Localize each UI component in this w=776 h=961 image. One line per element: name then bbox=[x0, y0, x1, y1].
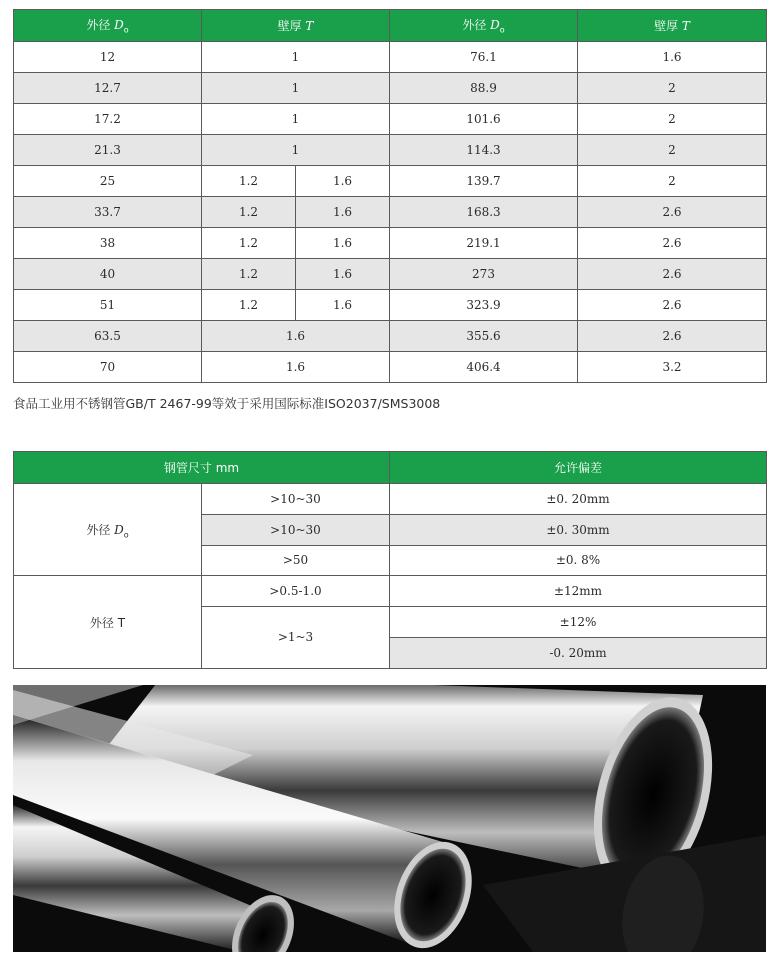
cell: >0.5-1.0 bbox=[202, 576, 390, 607]
table-row bbox=[14, 484, 767, 515]
table-row bbox=[14, 104, 767, 135]
cell: 12.7 bbox=[14, 73, 202, 104]
table-row bbox=[14, 42, 767, 73]
header-wall-thickness: 壁厚 T bbox=[578, 10, 767, 42]
cell: 1.6 bbox=[296, 259, 390, 290]
cell: 2 bbox=[578, 104, 767, 135]
cell: 1 bbox=[202, 135, 390, 166]
cell: 12 bbox=[14, 42, 202, 73]
header-outer-diameter: 外径 $D_o$ bbox=[390, 10, 578, 42]
cell: 355.6 bbox=[390, 321, 578, 352]
cell: -0. 20mm bbox=[390, 637, 767, 668]
table-header-row bbox=[14, 452, 767, 484]
header-outer-diameter: 外径 $D_o$ bbox=[14, 10, 202, 42]
cell: >10~30 bbox=[202, 484, 390, 515]
pipes-illustration bbox=[13, 685, 766, 952]
cell: ±12mm bbox=[390, 576, 767, 607]
cell: 139.7 bbox=[390, 166, 578, 197]
group-label-thickness: 外径 T bbox=[14, 576, 202, 668]
cell: 63.5 bbox=[14, 321, 202, 352]
header-pipe-size-label: 钢管尺寸 mm bbox=[163, 461, 240, 475]
cell: 1 bbox=[202, 73, 390, 104]
cell: 1.6 bbox=[296, 290, 390, 321]
header-pipe-size bbox=[14, 452, 390, 484]
cell: 273 bbox=[390, 259, 578, 290]
table-row bbox=[14, 73, 767, 104]
cell: 114.3 bbox=[390, 135, 578, 166]
cell: ±0. 20mm bbox=[390, 484, 767, 515]
cell: 1.6 bbox=[578, 42, 767, 73]
cell: 76.1 bbox=[390, 42, 578, 73]
cell: 1 bbox=[202, 104, 390, 135]
cell: 2.6 bbox=[578, 259, 767, 290]
cell: 2.6 bbox=[578, 197, 767, 228]
cell: 2 bbox=[578, 73, 767, 104]
cell: 2.6 bbox=[578, 228, 767, 259]
cell: 38 bbox=[14, 228, 202, 259]
header-tolerance-label: 允许偏差 bbox=[554, 461, 603, 475]
standard-caption: 食品工业用不锈钢管GB/T 2467-99等效于采用国际标准ISO2037/SMS3008 bbox=[13, 396, 441, 411]
table-row bbox=[14, 228, 767, 259]
table-row bbox=[14, 321, 767, 352]
cell: 1.2 bbox=[202, 197, 296, 228]
cell: 70 bbox=[14, 352, 202, 383]
tolerance-table bbox=[13, 451, 767, 669]
group-label-outer-diameter: 外径 $D_o$ bbox=[14, 484, 202, 576]
cell: 25 bbox=[14, 166, 202, 197]
cell: 406.4 bbox=[390, 352, 578, 383]
cell: >50 bbox=[202, 545, 390, 576]
header-wall-thickness: 壁厚 T bbox=[202, 10, 390, 42]
cell: 88.9 bbox=[390, 73, 578, 104]
table-row bbox=[14, 290, 767, 321]
cell: 17.2 bbox=[14, 104, 202, 135]
cell: 1.2 bbox=[202, 166, 296, 197]
cell: 2 bbox=[578, 166, 767, 197]
cell: 21.3 bbox=[14, 135, 202, 166]
cell: 2.6 bbox=[578, 290, 767, 321]
cell: 1 bbox=[202, 42, 390, 73]
cell: 323.9 bbox=[390, 290, 578, 321]
cell: 1.2 bbox=[202, 228, 296, 259]
table-row bbox=[14, 576, 767, 607]
cell: 219.1 bbox=[390, 228, 578, 259]
cell: 101.6 bbox=[390, 104, 578, 135]
cell: >10~30 bbox=[202, 514, 390, 545]
cell: 168.3 bbox=[390, 197, 578, 228]
table-row bbox=[14, 197, 767, 228]
cell: ±12% bbox=[390, 607, 767, 638]
cell: 1.2 bbox=[202, 259, 296, 290]
pipe-size-table bbox=[13, 9, 767, 383]
table-row bbox=[14, 352, 767, 383]
cell: ±0. 8% bbox=[390, 545, 767, 576]
table-header-row bbox=[14, 10, 767, 42]
cell: 1.6 bbox=[296, 166, 390, 197]
cell: 2 bbox=[578, 135, 767, 166]
table-row bbox=[14, 135, 767, 166]
cell: ±0. 30mm bbox=[390, 514, 767, 545]
table-row bbox=[14, 259, 767, 290]
cell: 1.6 bbox=[202, 321, 390, 352]
cell: 2.6 bbox=[578, 321, 767, 352]
cell: 1.6 bbox=[202, 352, 390, 383]
cell: 33.7 bbox=[14, 197, 202, 228]
cell: 1.6 bbox=[296, 197, 390, 228]
header-tolerance bbox=[390, 452, 767, 484]
cell: 1.6 bbox=[296, 228, 390, 259]
cell: >1~3 bbox=[202, 607, 390, 669]
stainless-steel-pipes-photo bbox=[13, 685, 766, 952]
cell: 51 bbox=[14, 290, 202, 321]
table-row bbox=[14, 166, 767, 197]
cell: 40 bbox=[14, 259, 202, 290]
cell: 3.2 bbox=[578, 352, 767, 383]
cell: 1.2 bbox=[202, 290, 296, 321]
